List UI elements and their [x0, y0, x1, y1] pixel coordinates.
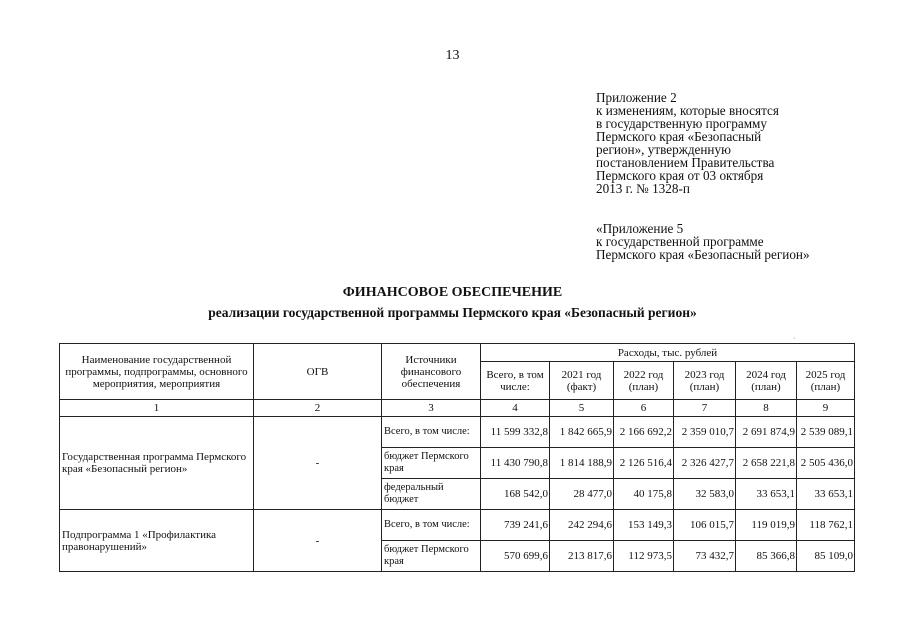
value-2023: 32 583,0	[674, 479, 736, 510]
value-2024: 85 366,8	[736, 541, 797, 572]
col-number: 4	[481, 400, 550, 417]
appendix-line: Пермского края от 03 октября	[596, 168, 764, 183]
header-2021: 2021 год (факт)	[550, 362, 614, 400]
value-2022: 112 973,5	[614, 541, 674, 572]
col-number: 1	[60, 400, 254, 417]
table-row	[60, 417, 855, 448]
header-total: Всего, в том числе:	[481, 362, 550, 400]
value-2023: 106 015,7	[674, 510, 736, 541]
value-2023: 2 326 427,7	[674, 448, 736, 479]
appendix-line: к изменениям, которые вносятся	[596, 103, 779, 118]
value-2023: 2 359 010,7	[674, 417, 736, 448]
value-2022: 153 149,3	[614, 510, 674, 541]
value-2024: 2 658 221,8	[736, 448, 797, 479]
row-source: Всего, в том числе:	[382, 417, 481, 448]
row-ogv: -	[254, 417, 382, 510]
value-2025: 33 653,1	[797, 479, 855, 510]
header-ogv: ОГВ	[254, 344, 382, 400]
header-2025: 2025 год (план)	[797, 362, 855, 400]
document-subtitle: реализации государственной программы Пермского края «Безопасный регион»	[208, 305, 697, 320]
appendix-line: постановлением Правительства	[596, 155, 775, 170]
row-source: федеральный бюджет	[382, 479, 481, 510]
header-name: Наименование государственной программы, подпрограммы, основного мероприятия, мероприятия	[60, 344, 254, 400]
value-2021: 1 842 665,9	[550, 417, 614, 448]
col-number: 9	[797, 400, 855, 417]
appendix5-line: «Приложение 5	[596, 221, 684, 236]
header-expenses: Расходы, тыс. рублей	[481, 344, 855, 362]
value-2024: 119 019,9	[736, 510, 797, 541]
page-number: 13	[445, 48, 460, 63]
col-number: 6	[614, 400, 674, 417]
row-source: бюджет Пермского края	[382, 541, 481, 572]
table-row	[60, 510, 855, 541]
row-name: Государственная программа Пермского края «Безопасный регион»	[60, 417, 254, 510]
row-ogv: -	[254, 510, 382, 572]
col-number: 8	[736, 400, 797, 417]
value-2025: 118 762,1	[797, 510, 855, 541]
financing-table	[59, 343, 855, 572]
col-number: 5	[550, 400, 614, 417]
value-2021: 213 817,6	[550, 541, 614, 572]
value-2024: 2 691 874,9	[736, 417, 797, 448]
col-number: 3	[382, 400, 481, 417]
value-total: 11 430 790,8	[481, 448, 550, 479]
value-2025: 2 539 089,1	[797, 417, 855, 448]
value-2022: 40 175,8	[614, 479, 674, 510]
scan-mark: ·	[793, 334, 796, 343]
value-total: 739 241,6	[481, 510, 550, 541]
appendix-line: Пермского края «Безопасный	[596, 129, 762, 144]
value-total: 570 699,6	[481, 541, 550, 572]
row-source: Всего, в том числе:	[382, 510, 481, 541]
row-name: Подпрограмма 1 «Профилактика правонарушений»	[60, 510, 254, 572]
value-2021: 242 294,6	[550, 510, 614, 541]
header-2023: 2023 год (план)	[674, 362, 736, 400]
value-2022: 2 166 692,2	[614, 417, 674, 448]
appendix5-block	[596, 222, 810, 261]
appendix-block	[596, 91, 779, 195]
appendix-line: регион», утвержденную	[596, 142, 731, 157]
col-number: 2	[254, 400, 382, 417]
appendix5-line: к государственной программе	[596, 234, 764, 249]
value-2022: 2 126 516,4	[614, 448, 674, 479]
row-source: бюджет Пермского края	[382, 448, 481, 479]
col-number: 7	[674, 400, 736, 417]
value-2021: 28 477,0	[550, 479, 614, 510]
header-2024: 2024 год (план)	[736, 362, 797, 400]
value-total: 11 599 332,8	[481, 417, 550, 448]
document-title: ФИНАНСОВОЕ ОБЕСПЕЧЕНИЕ	[342, 285, 563, 300]
appendix-line: Приложение 2	[596, 90, 677, 105]
value-2021: 1 814 188,9	[550, 448, 614, 479]
value-2025: 85 109,0	[797, 541, 855, 572]
appendix5-line: Пермского края «Безопасный регион»	[596, 247, 810, 262]
value-total: 168 542,0	[481, 479, 550, 510]
header-sources: Источники финансового обеспечения	[382, 344, 481, 400]
header-2022: 2022 год (план)	[614, 362, 674, 400]
appendix-line: в государственную программу	[596, 116, 767, 131]
value-2024: 33 653,1	[736, 479, 797, 510]
value-2025: 2 505 436,0	[797, 448, 855, 479]
value-2023: 73 432,7	[674, 541, 736, 572]
appendix-line: 2013 г. № 1328-п	[596, 181, 690, 196]
